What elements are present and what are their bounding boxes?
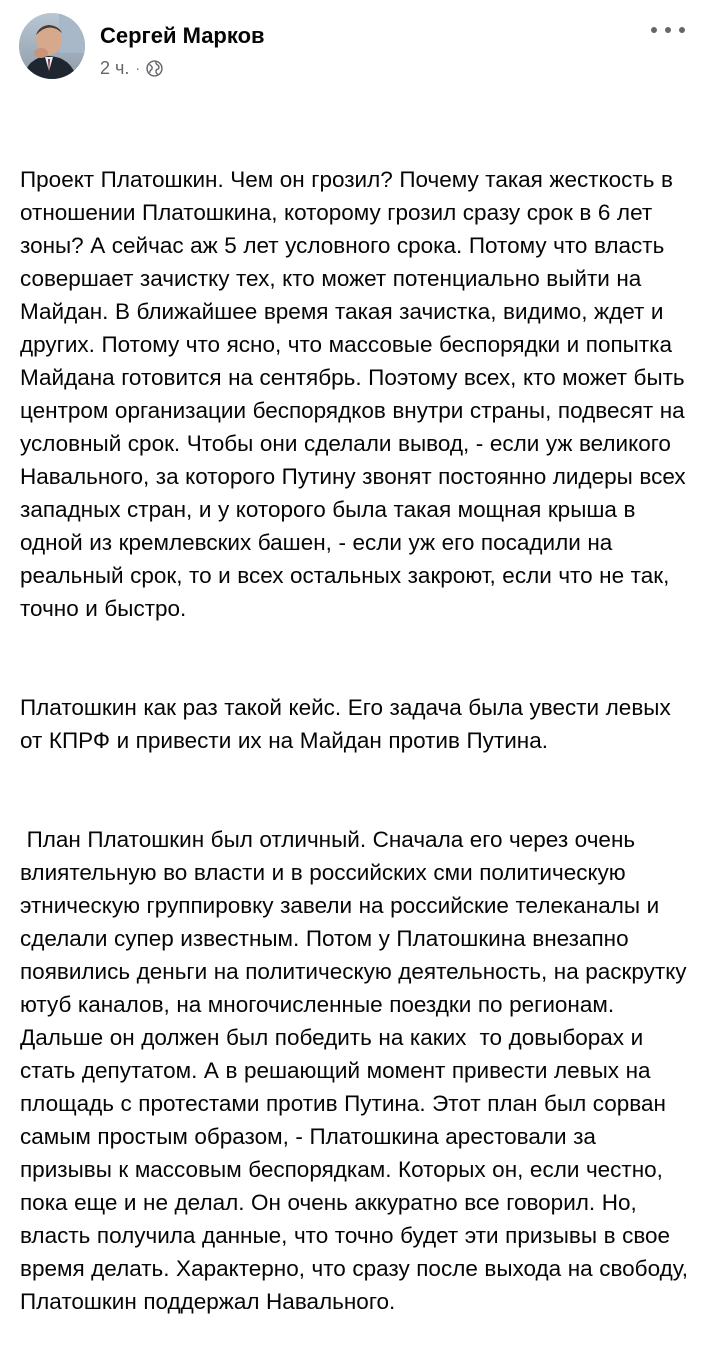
more-options-button[interactable] [651, 18, 685, 42]
post-paragraph: Платошкин как раз такой кейс. Его задача была увести левых от КПРФ и привести их на Майдан против Путина. [20, 695, 678, 753]
author-avatar[interactable] [19, 13, 85, 79]
avatar-image [19, 13, 85, 79]
post-meta [100, 56, 163, 80]
post-header [0, 0, 703, 92]
globe-icon[interactable] [146, 60, 163, 77]
post-timestamp[interactable]: 2 ч. [100, 58, 130, 78]
post-body [20, 97, 695, 1351]
more-horizontal-icon [679, 27, 685, 33]
post-paragraph: Проект Платошкин. Чем он грозил? Почему такая жесткость в отношении Платошкина, которому грозил сразу срок в 6 лет зоны? А сейчас аж 5 лет условного срока. Потому что власть совершает зачистку тех, кто может потенциально выйти на Майдан. В ближайшее время такая зачистка, видимо, ждет и других. Потому что ясно, что массовые беспорядки и попытка Майдана готовится на сентябрь. Поэтому всех, кто может быть центром организации беспорядков внутри страны, подвесят на условный срок. Чтобы они сделали вывод, - если уж великого Навального, за которого Путину звонят постоянно лидеры всех западных стран, и у которого была такая мощная крыша в одной из кремлевских башен, - если уж его посадили на реальный срок, то и всех остальных закроют, если что не так, точно и быстро. [20, 167, 693, 621]
post-paragraph: План Платошкин был отличный. Сначала его через очень влиятельную во власти и в российских сми политическую этническую группировку завели на российские телеканалы и сделали супер известным. Потом у Платошкина внезапно появились деньги на политическую деятельность, на раскрутку ютуб каналов, на многочисленные поездки по регионам. Дальше он должен был победить на каких то довыборах и стать депутатом. А в решающий момент привести левых на площадь с протестами против Путина. Этот план был сорван самым простым образом, - Платошкина арестовали за призывы к массовым беспорядкам. Которых он, если честно, пока еще и не делал. Он очень аккуратно все говорил. Но, власть получила данные, что точно будет эти призывы в свое время делать. Характерно, что сразу после выхода на свободу, Платошкин поддержал Навального. [20, 827, 695, 1314]
more-horizontal-icon [651, 27, 657, 33]
meta-separator: · [135, 60, 141, 76]
author-name[interactable]: Сергей Марков [100, 23, 265, 48]
more-horizontal-icon [665, 27, 671, 33]
